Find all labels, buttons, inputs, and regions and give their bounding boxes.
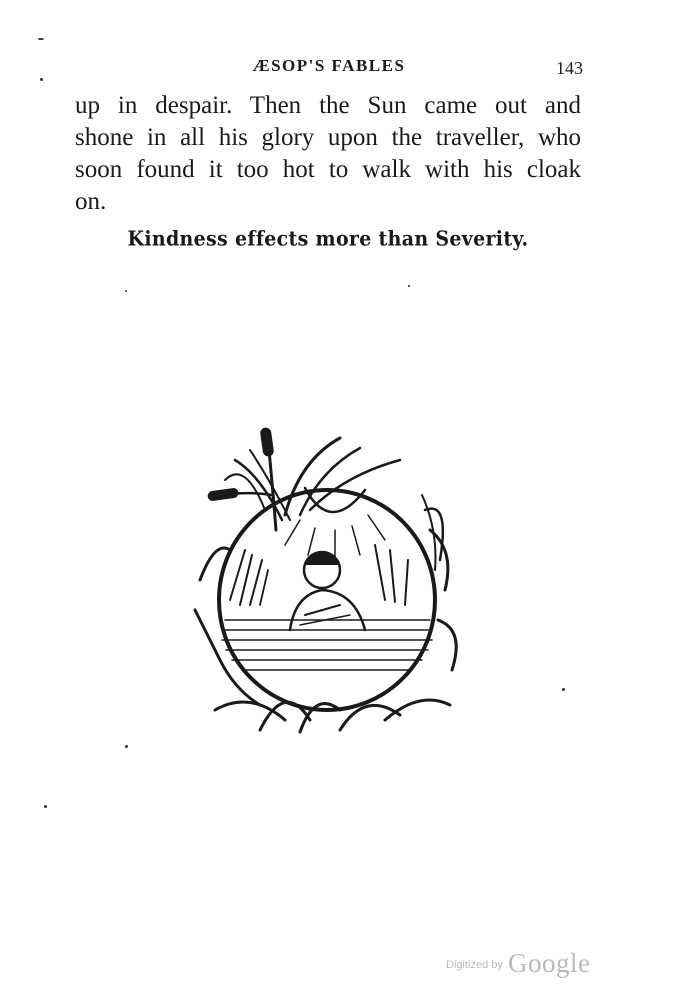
watermark-brand: Google xyxy=(507,948,591,978)
fable-text xyxy=(75,90,581,218)
fable-moral: Kindness effects more than Severity. xyxy=(127,227,529,251)
scan-speck xyxy=(38,38,44,40)
watermark-prefix: Digitized by xyxy=(446,959,503,971)
scan-speck xyxy=(44,805,47,808)
text-line: soon found it too hot to walk with his cloak xyxy=(75,156,581,183)
scan-speck xyxy=(125,290,127,292)
scan-speck xyxy=(40,78,43,81)
text-line: shone in all his glory upon the traveller, who xyxy=(75,124,581,151)
page-number: 143 xyxy=(556,58,583,78)
text-line: on. xyxy=(75,188,107,215)
digitized-by-google-watermark xyxy=(446,948,590,982)
scan-speck xyxy=(125,745,128,748)
scan-speck xyxy=(408,285,410,287)
scan-speck xyxy=(562,688,565,691)
page-header xyxy=(75,56,583,80)
text-line: up in despair. Then the Sun came out and xyxy=(75,92,581,119)
running-title: ÆSOP'S FABLES xyxy=(252,56,406,75)
engraving-illustration xyxy=(190,420,470,740)
